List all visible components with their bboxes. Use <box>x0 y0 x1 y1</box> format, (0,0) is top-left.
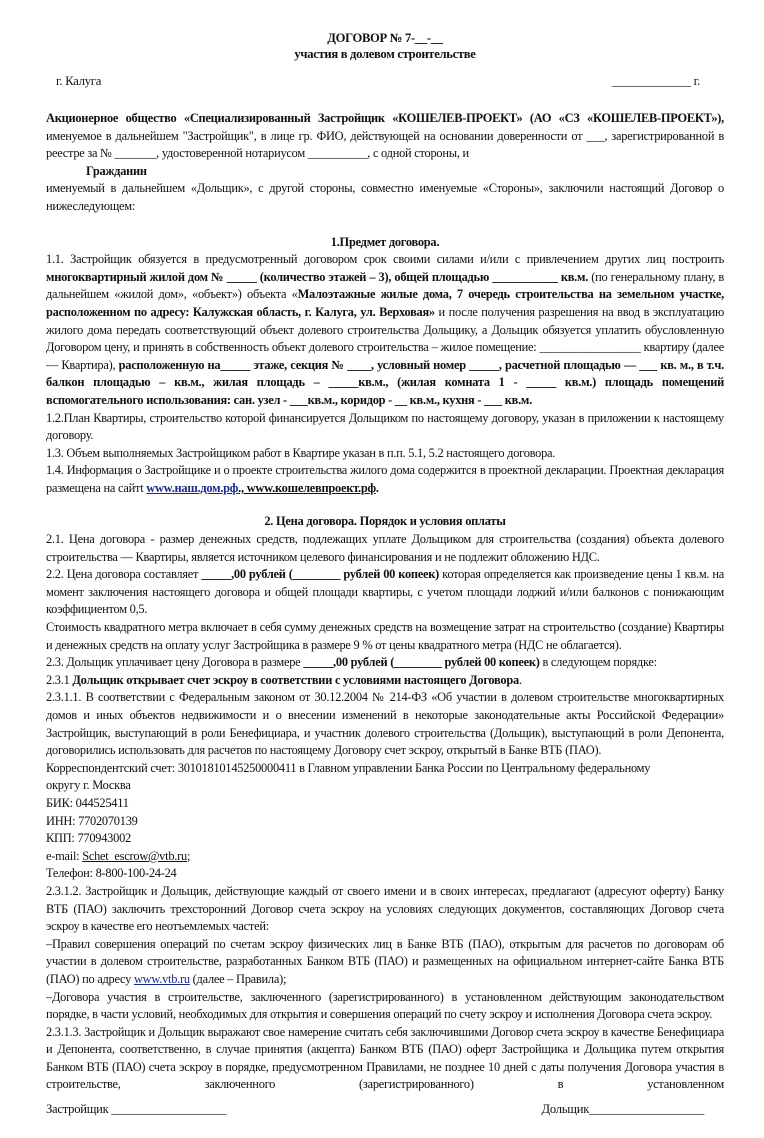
signature-row <box>46 1100 724 1118</box>
clause-1-1-apartment: расположенную на_____ этаже, секция № ____, условный номер _____, расчетной площадью — ___ кв. м., в т.ч. балкон площадью – кв.м., жилая площадь – _____кв.м., (жилая комната 1 - _____ кв.м.) площадь помещений вспомогательного использования: сан. узел - ___кв.м., коридор - __ кв.м., кухня - ___ кв.м. <box>46 357 724 407</box>
clause-2-2-text: 2.2. Цена договора составляет <box>46 567 202 582</box>
clause-1-1-object: Малоэтажные жилые дома, 7 очередь строительства на земельном участке, расположенном по адресу: Калужская область, г. Калуга, ул. Верховая» <box>46 287 724 319</box>
clause-2-3-amount: _____,00 рублей (________ рублей 00 копеек) <box>303 655 540 670</box>
clause-1-4 <box>46 462 724 497</box>
clause-2-3-1-3: 2.3.1.3. Застройщик и Дольщик выражают свое намерение считать себя заключившими Договор счета эскроу в качестве Бенефициара и Депонента, соответственно, в случае принятия (акцепта) Банком ВТБ (ПАО) оферт Застройщика и Дольщика путем открытия Банком ВТБ (ПАО) счета эскроу в порядке, предусмотренном Правилами, не позднее 10 дней с даты получения Договора участия в строительстве, заключенного (зарегистрированного) в установленном <box>46 1024 724 1092</box>
contract-city: г. Калуга <box>56 74 102 88</box>
section-1-heading: 1.Предмет договора. <box>330 234 440 249</box>
link-koshelev[interactable]: www.кошелевпроект.рф <box>243 480 376 495</box>
corr-account: Корреспондентский счет: 30101810145250000411 в Главном управлении Банка России по Центральному федеральному округу г. Москва <box>46 760 651 793</box>
clause-1-4-end: . <box>375 480 379 495</box>
bank-kpp: КПП: 770943002 <box>46 831 131 846</box>
contract-subtitle: участия в долевом строительстве <box>294 47 476 61</box>
shareholder-signature: Дольщик___________________ <box>541 1102 704 1117</box>
clause-1-1-transfer: и после получения разрешения на ввод в эксплуатацию жилого дома передать соответствующий объект долевого строительства Дольщику, а Дольщик обязуется уплатить обусловленную Договором цену, и принять в собственность объект долевого строительства – жилое помещение: _________________ квартиру (далее — Квартира), <box>46 304 724 372</box>
clause-2-1: 2.1. Цена договора - размер денежных средств, подлежащих уплате Дольщиком для строительства (создания) объекта долевого строительства — Квартиры, является источником целевого финансирования и не подлежит обложению НДС. <box>46 532 724 564</box>
clause-2-3-1-1: 2.3.1.1. В соответствии с Федеральным законом от 30.12.2004 № 214-ФЗ «Об участии в долевом строительстве многоквартирных домов и иных объектов недвижимости и о внесении изменений в некоторые законодательные акты Российской Федерации» Застройщик, выступающий в роли Бенефициара, и участник долевого строительства (Дольщик), выступающий в роли Депонента, договорились использовать для расчетов по настоящему Договору счет эскроу, открытый в Банке ВТБ (ПАО). <box>46 690 724 758</box>
clause-1-1-plan: (по генеральному плану, в дальнейшем «жилой дом», «объект») объекта « <box>46 269 724 302</box>
contract-title: ДОГОВОР № 7-__-__ <box>327 31 443 45</box>
email-label: e-mail: <box>46 848 83 863</box>
bank-inn: ИНН: 7702070139 <box>46 813 138 828</box>
clause-2-2-rest: которая определяется как произведение цены 1 кв.м. на момент заключения настоящего договора и общей площади квартиры, с учетом площади лоджий и/или балконов с понижающим коэффициентом 0,5. <box>46 567 725 617</box>
city-date-row <box>46 73 724 89</box>
clause-1-3: 1.3. Объем выполняемых Застройщиком работ в Квартире указан в п.п. 5.1, 5.2 настоящего договора. <box>46 445 556 460</box>
section-2-heading: 2. Цена договора. Порядок и условия оплаты <box>264 514 506 529</box>
preamble <box>46 110 724 216</box>
clause-2-3-1-2: 2.3.1.2. Застройщик и Дольщик, действующие каждый от своего имени и в своих интересах, предлагают (адресуют оферту) Банку ВТБ (ПАО) заключить трехсторонний Договор счета эскроу на условиях следующих документов, составляющих Договор счета эскроу в качестве его неотъемлемых частей: <box>46 883 724 934</box>
clause-2-3 <box>46 654 724 672</box>
citizen-description: именуемый в дальнейшем «Дольщик», с другой стороны, совместно именуемые «Стороны», заключили настоящий Договор о нижеследующем: <box>46 181 724 213</box>
contract-date: _____________ г. <box>612 74 700 88</box>
developer-signature: Застройщик ___________________ <box>46 1102 227 1117</box>
clause-2-2-amount: _____,00 рублей (________ рублей 00 копеек) <box>201 567 440 582</box>
email-end: ; <box>186 848 191 863</box>
clause-2-3-text: 2.3. Дольщик уплачивает цену Договора в размере <box>46 655 304 670</box>
link-nash-dom[interactable]: www.наш.дом.рф <box>146 480 239 495</box>
clause-2-3-1-num: 2.3.1 <box>46 672 73 687</box>
contract-item: –Договора участия в строительстве, заключенного (зарегистрированного) в установленном действующим законодательством порядке, в части условий, необходимых для открытия и совершения операций по счету эскроу и исполнения Договора счета эскроу. <box>46 989 724 1022</box>
company-description: именуемое в дальнейшем "Застройщик", в лице гр. ФИО, действующей на основании доверенности от ___, зарегистрированной в реестре за № _______, удостоверенной нотариусом __________, с одной стороны, и <box>46 128 724 161</box>
vtb-link[interactable]: www.vtb.ru <box>133 971 190 986</box>
clause-2-3-1-text: Дольщик открывает счет эскроу в соответствии с условиями настоящего Договора <box>72 672 519 687</box>
clause-1-1-text: 1.1. Застройщик обязуется в предусмотренный договором срок своими силами и/или с привлечением других лиц построить <box>46 252 724 267</box>
bank-phone: Телефон: 8-800-100-24-24 <box>46 866 177 881</box>
clause-2-3-1-end: . <box>518 672 522 687</box>
bank-bik: БИК: 044525411 <box>46 795 129 810</box>
link-separator: ., <box>238 480 244 495</box>
rules-end: (далее – Правила); <box>189 971 287 986</box>
section-subject <box>46 234 724 498</box>
bank-email <box>46 848 724 866</box>
rules-item <box>46 936 724 989</box>
clause-1-2: 1.2.План Квартиры, строительство которой финансируется Дольщиком по настоящему договору, указан в приложении к настоящему договору. <box>46 410 724 443</box>
clause-1-1-house: многоквартирный жилой дом № _____ (количество этажей – 3), общей площадью ___________ кв.м. <box>46 269 589 284</box>
section-price <box>46 513 724 1094</box>
email-link[interactable]: Schet_escrow@vtb.ru <box>82 848 187 863</box>
clause-1-1 <box>46 251 724 409</box>
clause-1-4-text: 1.4. Информация о Застройщике и о проекте строительства жилого дома содержится в проектной декларации. Проектная декларация размещена на сайтt <box>46 463 724 495</box>
clause-2-2 <box>46 566 724 619</box>
citizen-label: Гражданин <box>86 163 147 178</box>
clause-2-2-cost: Стоимость квадратного метра включает в себя сумму денежных средств на возмещение затрат на строительство (создание) Квартиры и денежных средств на оплату услуг Застройщика в размере 9 % от цены квадратного метра (НДС не облагается). <box>46 620 724 652</box>
clause-2-3-rest: в следующем порядке: <box>539 655 657 670</box>
company-name: Акционерное общество «Специализированный Застройщик «КОШЕЛЕВ-ПРОЕКТ» (АО «СЗ «КОШЕЛЕВ-ПРОЕКТ»), <box>46 111 724 125</box>
rules-text: –Правил совершения операций по счетам эскроу физических лиц в Банке ВТБ (ПАО), открытым для расчетов по договорам об участии в долевом строительстве, разработанных Банком ВТБ (ПАО) и размещенных на официальном интернет-сайте Банка ВТБ (ПАО) по адресу <box>46 936 724 986</box>
clause-2-3-1 <box>46 672 724 690</box>
